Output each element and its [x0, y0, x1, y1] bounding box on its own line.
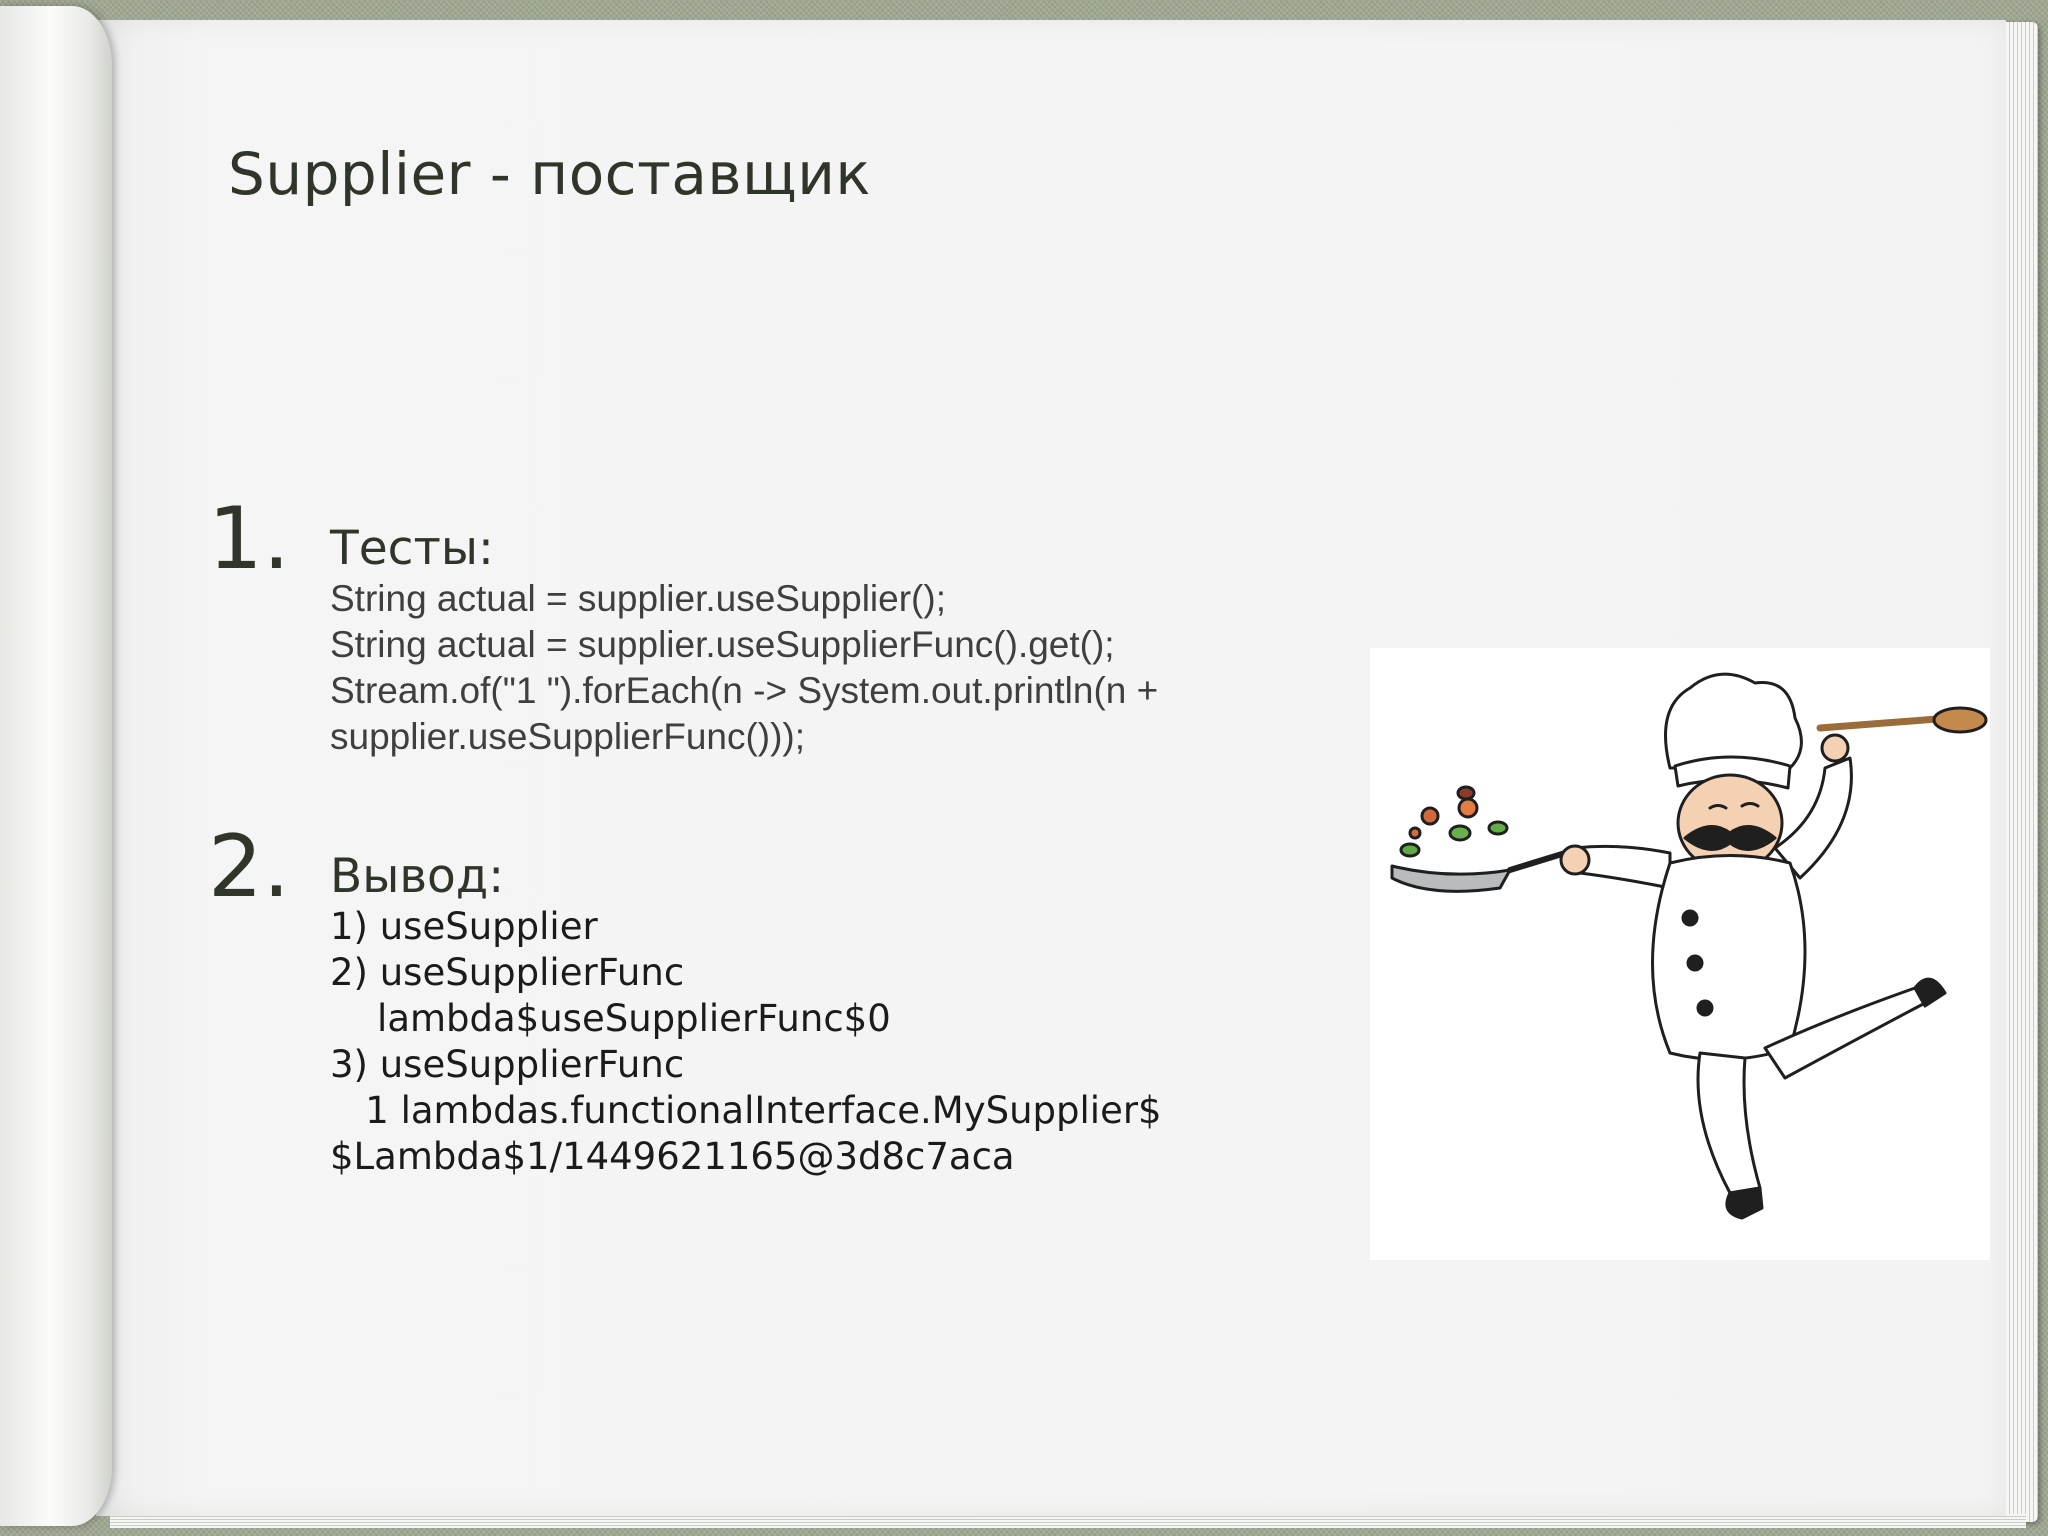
slide-title: Supplier - поставщик: [228, 140, 871, 208]
list-number: 2.: [208, 817, 291, 917]
tests-heading: Тесты:: [330, 521, 494, 576]
page-stack-edge: [2002, 22, 2038, 1522]
output-line: 1) useSupplier: [330, 905, 598, 949]
output-heading: Вывод:: [330, 849, 505, 904]
page-stack-bottom: [110, 1514, 2026, 1528]
list-number: 1.: [208, 489, 291, 589]
code-line: supplier.useSupplierFunc()));: [330, 716, 806, 758]
tests-content: [330, 522, 1158, 760]
output-line: $Lambda$1/1449621165@3d8c7aca: [330, 1135, 1015, 1179]
output-line: lambda$useSupplierFunc$0: [330, 997, 891, 1041]
output-line: 3) useSupplierFunc: [330, 1043, 685, 1087]
chef-illustration: [1370, 648, 1990, 1260]
page-curl-left: [0, 6, 112, 1526]
code-line: Stream.of("1 ").forEach(n -> System.out.println(n +: [330, 670, 1159, 712]
code-line: String actual = supplier.useSupplier();: [330, 578, 946, 620]
output-line: 2) useSupplierFunc: [330, 951, 685, 995]
output-line: 1 lambdas.functionalInterface.MySupplier$: [330, 1089, 1162, 1133]
chef-icon: [1370, 648, 1990, 1260]
code-line: String actual = supplier.useSupplierFunc().get();: [330, 624, 1115, 666]
output-content: [330, 850, 1162, 1180]
